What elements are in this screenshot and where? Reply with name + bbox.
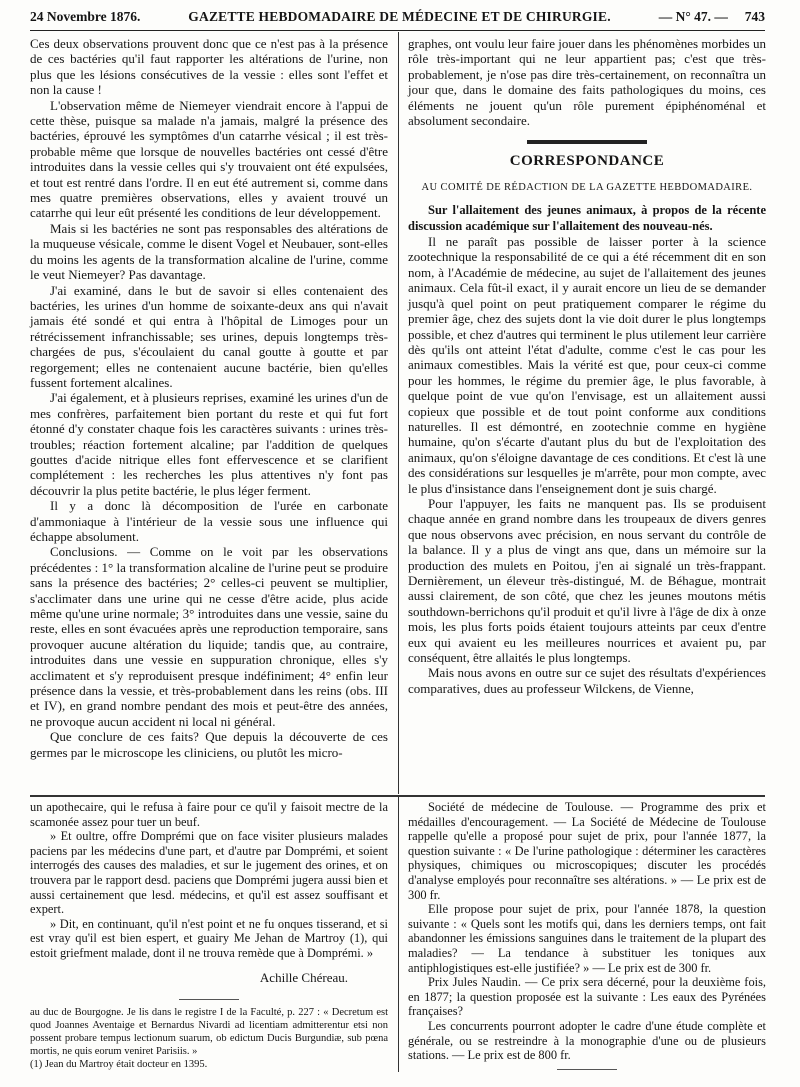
bottom-right-paragraph-1: Société de médecine de Toulouse. — Programme des prix et médailles d'encouragement. — La Société de Médecine de Toulouse rappelle qu'elle a proposé pour sujet de prix, pour l'année 1877, la question suivante : « De l'urine pathologique : déterminer les caractères physiques, chimiques ou microscopiques; discuter les procédés d'analyse employés pour reconnaître ses altérations. » — Le prix est de 300 fr. [408, 800, 766, 902]
author-signature: Achille Chéreau. [259, 969, 348, 985]
bottom-right-paragraph-4: Les concurrents pourront adopter le cadre d'une étude complète et générale, ou se restreindre à la monographie d'une ou de plusieurs stations. — Le prix est de 800 fr. [408, 1018, 766, 1063]
bottom-right-paragraph-3: Prix Jules Naudin. — Ce prix sera décerné, pour la deuxième fois, en 1877; la question proposée est la suivante : Les eaux des Pyrénées françaises? [408, 975, 766, 1019]
letter-heading: Sur l'allaitement des jeunes animaux, à propos de la récente discussion académique sur l'allaitement des nouveau-nés. [408, 203, 766, 233]
right-paragraph-1: Il ne paraît pas possible de laisser porter à la science zootechnique la responsabilité de ce qui a été récemment dit en son nom, à l'Académie de médecine, au sujet de l'allaitement des jeunes animaux. Cela fût-il exact, il y aurait encore un lieu de se demander jusqu'à quel point on peut pratiquement comparer le régime du premier âge, chez des sujets dont la vie doit durer le plus longtemps possible, et chez d'autres qui terminent le plus utilement leur carrière dès qu'ils ont atteint l'état d'adulte, comme c'est le cas pour les animaux comestibles. Mais la vérité est que, pour ceux-ci comme pour les hommes, le régime du premier âge, le plus favorable, à quelque point de vue qu'on l'envisage, est un allaitement aussi copieux que possible et de tout point conforme aux conditions naturelles. Il est démontré, en zootechnie comme en hygiène humaine, qu'on s'écarte d'autant plus du but de l'exploitation des animaux, qu'on s'éloigne davantage de ces conditions. Et c'est là une des considérations sur lesquelles je m'arrête, pour mon compte, avec le plus d'insistance dans l'enseignement dont je suis chargé. [408, 234, 766, 496]
header-issue [659, 9, 765, 25]
end-separator [557, 1069, 617, 1070]
bottom-right-paragraph-2: Elle propose pour sujet de prix, pour l'année 1878, la question suivante : « Quels sont les motifs qui, dans les derniers temps, ont fait abandonner les émissions sanguines dans le traitement de la plupart des maladies? — La tendance à substituer les toniques aux antiphlogistiques est-elle justifiée? » — Le prix est de 300 fr. [408, 902, 766, 975]
conclusions-paragraph: Conclusions. — Comme on le voit par les observations précédentes : 1° la transformation alcaline de l'urine peut se produire sans la présence des bactéries; 2° celles-ci peuvent se multiplier, s'acclimater dans une urine qui ne cesse d'être acide, plus acide même qu'une urine normale; 3° introduites dans une vessie, saine du reste, elles en sont évacuées après une reproduction temporaire, sans provoquer aucune altération du liquide; tandis que, au contraire, introduites dans une vessie en suppuration chronique, elles s'y acclimatent et s'y reproduisent presque indéfiniment; 4° enfin leur présence dans la vessie, et très-probablement dans les reins (obs. III et IV), en grand nombre pendant des mois et peut-être des années, ne provoque aucun accident ni local ni général. [30, 544, 388, 729]
column-divider-bottom [398, 797, 399, 1072]
header-date: 24 Novembre 1876. [30, 9, 141, 24]
right-column [408, 36, 766, 696]
left-paragraph-1: Ces deux observations prouvent donc que ce n'est pas à la présence de ces bactéries qu'il faut rapporter les altérations de l'urine, non plus que les lésions consécutives de la vessie : elles sont l'effet et non la cause ! [30, 36, 388, 98]
header-page-number: 743 [744, 9, 765, 24]
left-paragraph-2: L'observation même de Niemeyer viendrait encore à l'appui de cette thèse, puisque sa malade n'a jamais, malgré la présence des bactéries, éprouvé les symptômes d'un catarrhe vésical ; il est très-probable même que lorsque de nouvelles bactéries ont cessé d'être introduites dans la vessie celles qui s'y trouvaient ont été expulsées, et tout est rentré dans l'ordre. Il en eut été autrement si, comme dans mes quatre premières observations, elles y avaient trouvé un catarrhe qui leur eût présenté les conditions de leur développement. [30, 97, 388, 221]
footnote-separator [179, 999, 239, 1000]
section-separator [527, 140, 647, 144]
header-issue-number: — N° 47. — [658, 9, 728, 24]
bottom-right-column [408, 800, 766, 1076]
correspondance-title: CORRESPONDANCE [509, 153, 665, 170]
bottom-left-paragraph-2: » Et oultre, offre Domprémi que on face visiter plusieurs malades paciens par les médecins d'une part, et d'autre par Domprémi, et soient interrogés des causes des maladies, et sur le jugement des orines, et on trouvera par le rapport desd. paciens que Domprémi jugera aussi bien et aussi certainement que lesd. médecins, et qu'il est assez souffisant et expert. [30, 829, 388, 917]
right-continuation: graphes, ont voulu leur faire jouer dans les phénomènes morbides un rôle très-important qui ne leur appartient pas; c'est que très-probablement, je n'ose pas dire très-certainement, on reconnaîtra un jour que, dans le domaine des faits pathologiques du moins, ces éléments ne jouent qu'un rôle purement épiphénoménal et absolument secondaire. [408, 36, 766, 129]
column-divider-top [398, 32, 399, 794]
bottom-left-paragraph-1: un apothecaire, qui le refusa à faire pour ce qu'il y faisoit mectre de la scamonée assez pour tuer un beuf. [30, 800, 388, 829]
footnote-1: au duc de Bourgogne. Je lis dans le registre I de la Faculté, p. 227 : « Decretum est quod Joannes Aventaige et Bernardus Nivardi ad licentiam admitterentur etsi non possent probare tempus lectionum suarum, ob edictum Ducis Burgundiæ, sub pœna mortis, ne quis eorum veniret Parisiis. » [30, 1007, 388, 1058]
bottom-left-column [30, 800, 388, 1071]
correspondance-subtitle: AU COMITÉ DE RÉDACTION DE LA GAZETTE HEBDOMADAIRE. [421, 181, 753, 193]
header-journal-title: GAZETTE HEBDOMADAIRE DE MÉDECINE ET DE CHIRURGIE. [188, 9, 611, 24]
left-paragraph-4: J'ai examiné, dans le but de savoir si elles contenaient des bactéries, les urines d'un homme de soixante-deux ans qui n'avait jamais été sondé et qui entra à l'hôpital de Limoges pour un rétrécissement infranchissable; ses urines, depuis longtemps très-chargées de pus, s'écoulaient du canal goutte à goutte et par regorgement; elles ne contenaient aucune bactérie, bien qu'elles fussent fortement alcalines. [30, 282, 388, 390]
left-paragraph-6: Il y a donc là décomposition de l'urée en carbonate d'ammoniaque à l'intérieur de la vessie sous une influence qui échappe absolument. [30, 498, 388, 544]
left-paragraph-5: J'ai également, et à plusieurs reprises, examiné les urines d'un de mes confrères, parfaitement bien portant du reste et qui fut fort étonné d'y constater chaque fois les caractères suivants : urines très-troubles; réaction fortement alcaline; par l'addition de quelques gouttes d'acide nitrique elles font effervescence et se clarifient complétement : les recherches les plus attentives n'y font pas découvrir la plus petite bactérie, le plus léger ferment. [30, 390, 388, 498]
left-paragraph-3: Mais si les bactéries ne sont pas responsables des altérations de la muqueuse vésicale, comme le disent Vogel et Neubauer, sont-elles du moins les agents de la transformation alcaline de l'urine, comme le veut Niemeyer? Pas davantage. [30, 220, 388, 283]
page-header [30, 4, 765, 31]
bottom-left-paragraph-3: » Dit, en continuant, qu'il n'est point et ne fu onques tisserand, et si est vray qu'il est bien espert, et guairy Me Jehan de Martroy (1), qui estoit griefment malade, dont il ne trouva remède que à Domprémi. » [30, 916, 388, 960]
right-paragraph-2: Pour l'appuyer, les faits ne manquent pas. Ils se produisent chaque année en grand nombre dans les troupeaux de divers genres que nous observons avec précision, en nous servant du contrôle de la balance. Il y a plus de vingt ans que, dans un mémoire sur la production des mulets en Poitou, j'en ai signalé un très-frappant. Dernièrement, un éleveur très-distingué, M. de Béhague, montrait aussi clairement, de son côté, que chez les jeunes moutons métis southdown-berrichons qu'il produit et qu'il livre à l'âge de dix à onze mois, les plus forts poids étaient toujours atteints par ceux d'entre eux qui avaient eu les meilleures nourrices et avaient pu, par conséquent, être allaités le plus longtemps. [408, 495, 766, 666]
right-paragraph-3: Mais nous avons en outre sur ce sujet des résultats d'expériences comparatives, dues au professeur Wilckens, de Vienne, [408, 665, 766, 696]
left-paragraph-8: Que conclure de ces faits? Que depuis la découverte de ces germes par le microscope les cliniciens, ou plutôt les micro- [30, 729, 388, 760]
left-column [30, 36, 388, 760]
footnote-2: (1) Jean du Martroy était docteur en 1395. [30, 1059, 208, 1071]
